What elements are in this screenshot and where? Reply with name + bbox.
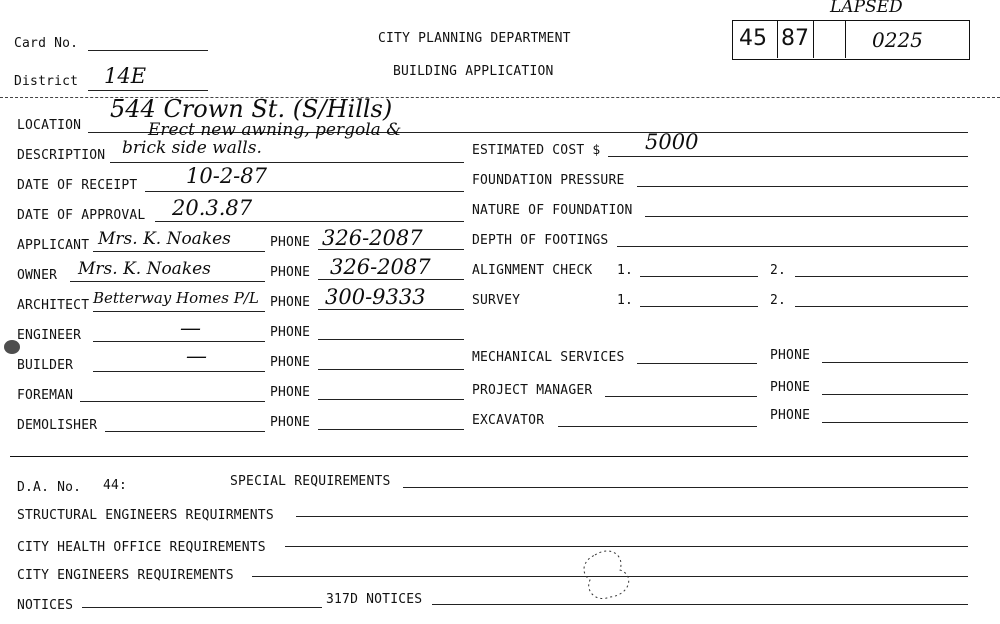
applicant-label: APPLICANT (17, 238, 90, 253)
architect-value: Betterway Homes P/L (93, 289, 259, 307)
demolisher-line (105, 431, 265, 432)
description-line (110, 162, 464, 163)
location-value: 544 Crown St. (S/Hills) (110, 95, 393, 123)
survey-item-2: 2. (770, 293, 787, 308)
applicant-phone-label: PHONE (270, 235, 311, 250)
notices-317d-label: 317D NOTICES (326, 592, 423, 607)
engineer-phone-label: PHONE (270, 325, 311, 340)
owner-phone-line (318, 279, 464, 280)
ink-blot (4, 340, 20, 354)
depth-of-footings-line (617, 246, 968, 247)
structural-requirements-label: STRUCTURAL ENGINEERS REQUIRMENTS (17, 508, 274, 523)
form-title: BUILDING APPLICATION (393, 64, 554, 79)
da-no-value: 44: (103, 478, 128, 493)
description-line-1: Erect new awning, pergola & (148, 120, 402, 140)
engineer-phone-line (318, 339, 464, 340)
builder-phone-label: PHONE (270, 355, 311, 370)
builder-line (93, 371, 265, 372)
project-manager-phone-label: PHONE (770, 380, 811, 395)
engineer-value: — (180, 316, 201, 340)
stamp-divider-3 (845, 20, 846, 58)
demolisher-phone-label: PHONE (270, 415, 311, 430)
owner-phone-value: 326-2087 (330, 255, 431, 279)
owner-phone-label: PHONE (270, 265, 311, 280)
district-label: District (14, 74, 79, 89)
alignment-check-label: ALIGNMENT CHECK (472, 263, 593, 278)
section-divider (10, 456, 968, 457)
architect-label: ARCHITECT (17, 298, 90, 313)
alignment-check-line-2 (795, 276, 968, 277)
ink-smudge (575, 545, 645, 607)
stamp-number-c: 0225 (872, 28, 923, 52)
engineer-label: ENGINEER (17, 328, 82, 343)
architect-line (93, 311, 265, 312)
mechanical-phone-line (822, 362, 968, 363)
foreman-label: FOREMAN (17, 388, 74, 403)
date-of-receipt-line (145, 191, 464, 192)
stamp-divider-1 (777, 20, 778, 58)
notices-317d-line (432, 604, 968, 605)
card-number-box (732, 20, 970, 60)
stamp-number-b: 87 (781, 26, 809, 51)
city-engineers-requirements-label: CITY ENGINEERS REQUIREMENTS (17, 568, 234, 583)
description-label: DESCRIPTION (17, 148, 106, 163)
date-of-receipt-value: 10-2-87 (186, 164, 267, 188)
date-of-approval-line (155, 221, 464, 222)
notices-label: NOTICES (17, 598, 74, 613)
district-line (88, 90, 208, 91)
engineer-line (93, 341, 265, 342)
applicant-phone-line (318, 249, 464, 250)
mechanical-phone-label: PHONE (770, 348, 811, 363)
survey-line-1 (640, 306, 758, 307)
applicant-phone-value: 326-2087 (322, 226, 423, 250)
applicant-value: Mrs. K. Noakes (98, 229, 231, 249)
estimated-cost-label: ESTIMATED COST $ (472, 143, 601, 158)
builder-value: — (186, 344, 207, 368)
card-no-label: Card No. (14, 36, 79, 51)
excavator-label: EXCAVATOR (472, 413, 545, 428)
date-of-approval-label: DATE OF APPROVAL (17, 208, 146, 223)
estimated-cost-line (608, 156, 968, 157)
project-manager-phone-line (822, 394, 968, 395)
special-requirements-line (403, 487, 968, 488)
foundation-pressure-line (637, 186, 968, 187)
mechanical-services-line (637, 363, 757, 364)
card-no-line (88, 50, 208, 51)
foundation-pressure-label: FOUNDATION PRESSURE (472, 173, 625, 188)
mechanical-services-label: MECHANICAL SERVICES (472, 350, 625, 365)
builder-label: BUILDER (17, 358, 74, 373)
survey-line-2 (795, 306, 968, 307)
owner-line (70, 281, 265, 282)
description-line-2: brick side walls. (122, 138, 262, 158)
alignment-check-item-2: 2. (770, 263, 787, 278)
builder-phone-line (318, 369, 464, 370)
depth-of-footings-label: DEPTH OF FOOTINGS (472, 233, 609, 248)
alignment-check-line-1 (640, 276, 758, 277)
lapsed-note: LAPSED (830, 0, 903, 17)
foreman-phone-label: PHONE (270, 385, 311, 400)
applicant-line (93, 251, 265, 252)
architect-phone-label: PHONE (270, 295, 311, 310)
foreman-phone-line (318, 399, 464, 400)
stamp-number-a: 45 (739, 26, 767, 51)
estimated-cost-value: 5000 (645, 130, 699, 154)
nature-of-foundation-line (645, 216, 968, 217)
architect-phone-value: 300-9333 (325, 285, 426, 309)
district-value: 14E (104, 64, 147, 88)
demolisher-label: DEMOLISHER (17, 418, 98, 433)
nature-of-foundation-label: NATURE OF FOUNDATION (472, 203, 633, 218)
stamp-divider-2 (813, 20, 814, 58)
owner-value: Mrs. K. Noakes (78, 259, 211, 279)
excavator-phone-label: PHONE (770, 408, 811, 423)
department-title: CITY PLANNING DEPARTMENT (378, 31, 571, 46)
date-of-approval-value: 20.3.87 (172, 196, 253, 220)
location-label: LOCATION (17, 118, 82, 133)
survey-label: SURVEY (472, 293, 521, 308)
project-manager-line (605, 396, 757, 397)
survey-item-1: 1. (617, 293, 634, 308)
excavator-line (558, 426, 757, 427)
architect-phone-line (318, 309, 464, 310)
special-requirements-label: SPECIAL REQUIREMENTS (230, 474, 391, 489)
health-office-requirements-label: CITY HEALTH OFFICE REQUIREMENTS (17, 540, 266, 555)
excavator-phone-line (822, 422, 968, 423)
foreman-line (80, 401, 265, 402)
structural-requirements-line (296, 516, 968, 517)
date-of-receipt-label: DATE OF RECEIPT (17, 178, 138, 193)
project-manager-label: PROJECT MANAGER (472, 383, 593, 398)
notices-line (82, 607, 322, 608)
alignment-check-item-1: 1. (617, 263, 634, 278)
owner-label: OWNER (17, 268, 58, 283)
da-no-label: D.A. No. (17, 480, 82, 495)
demolisher-phone-line (318, 429, 464, 430)
